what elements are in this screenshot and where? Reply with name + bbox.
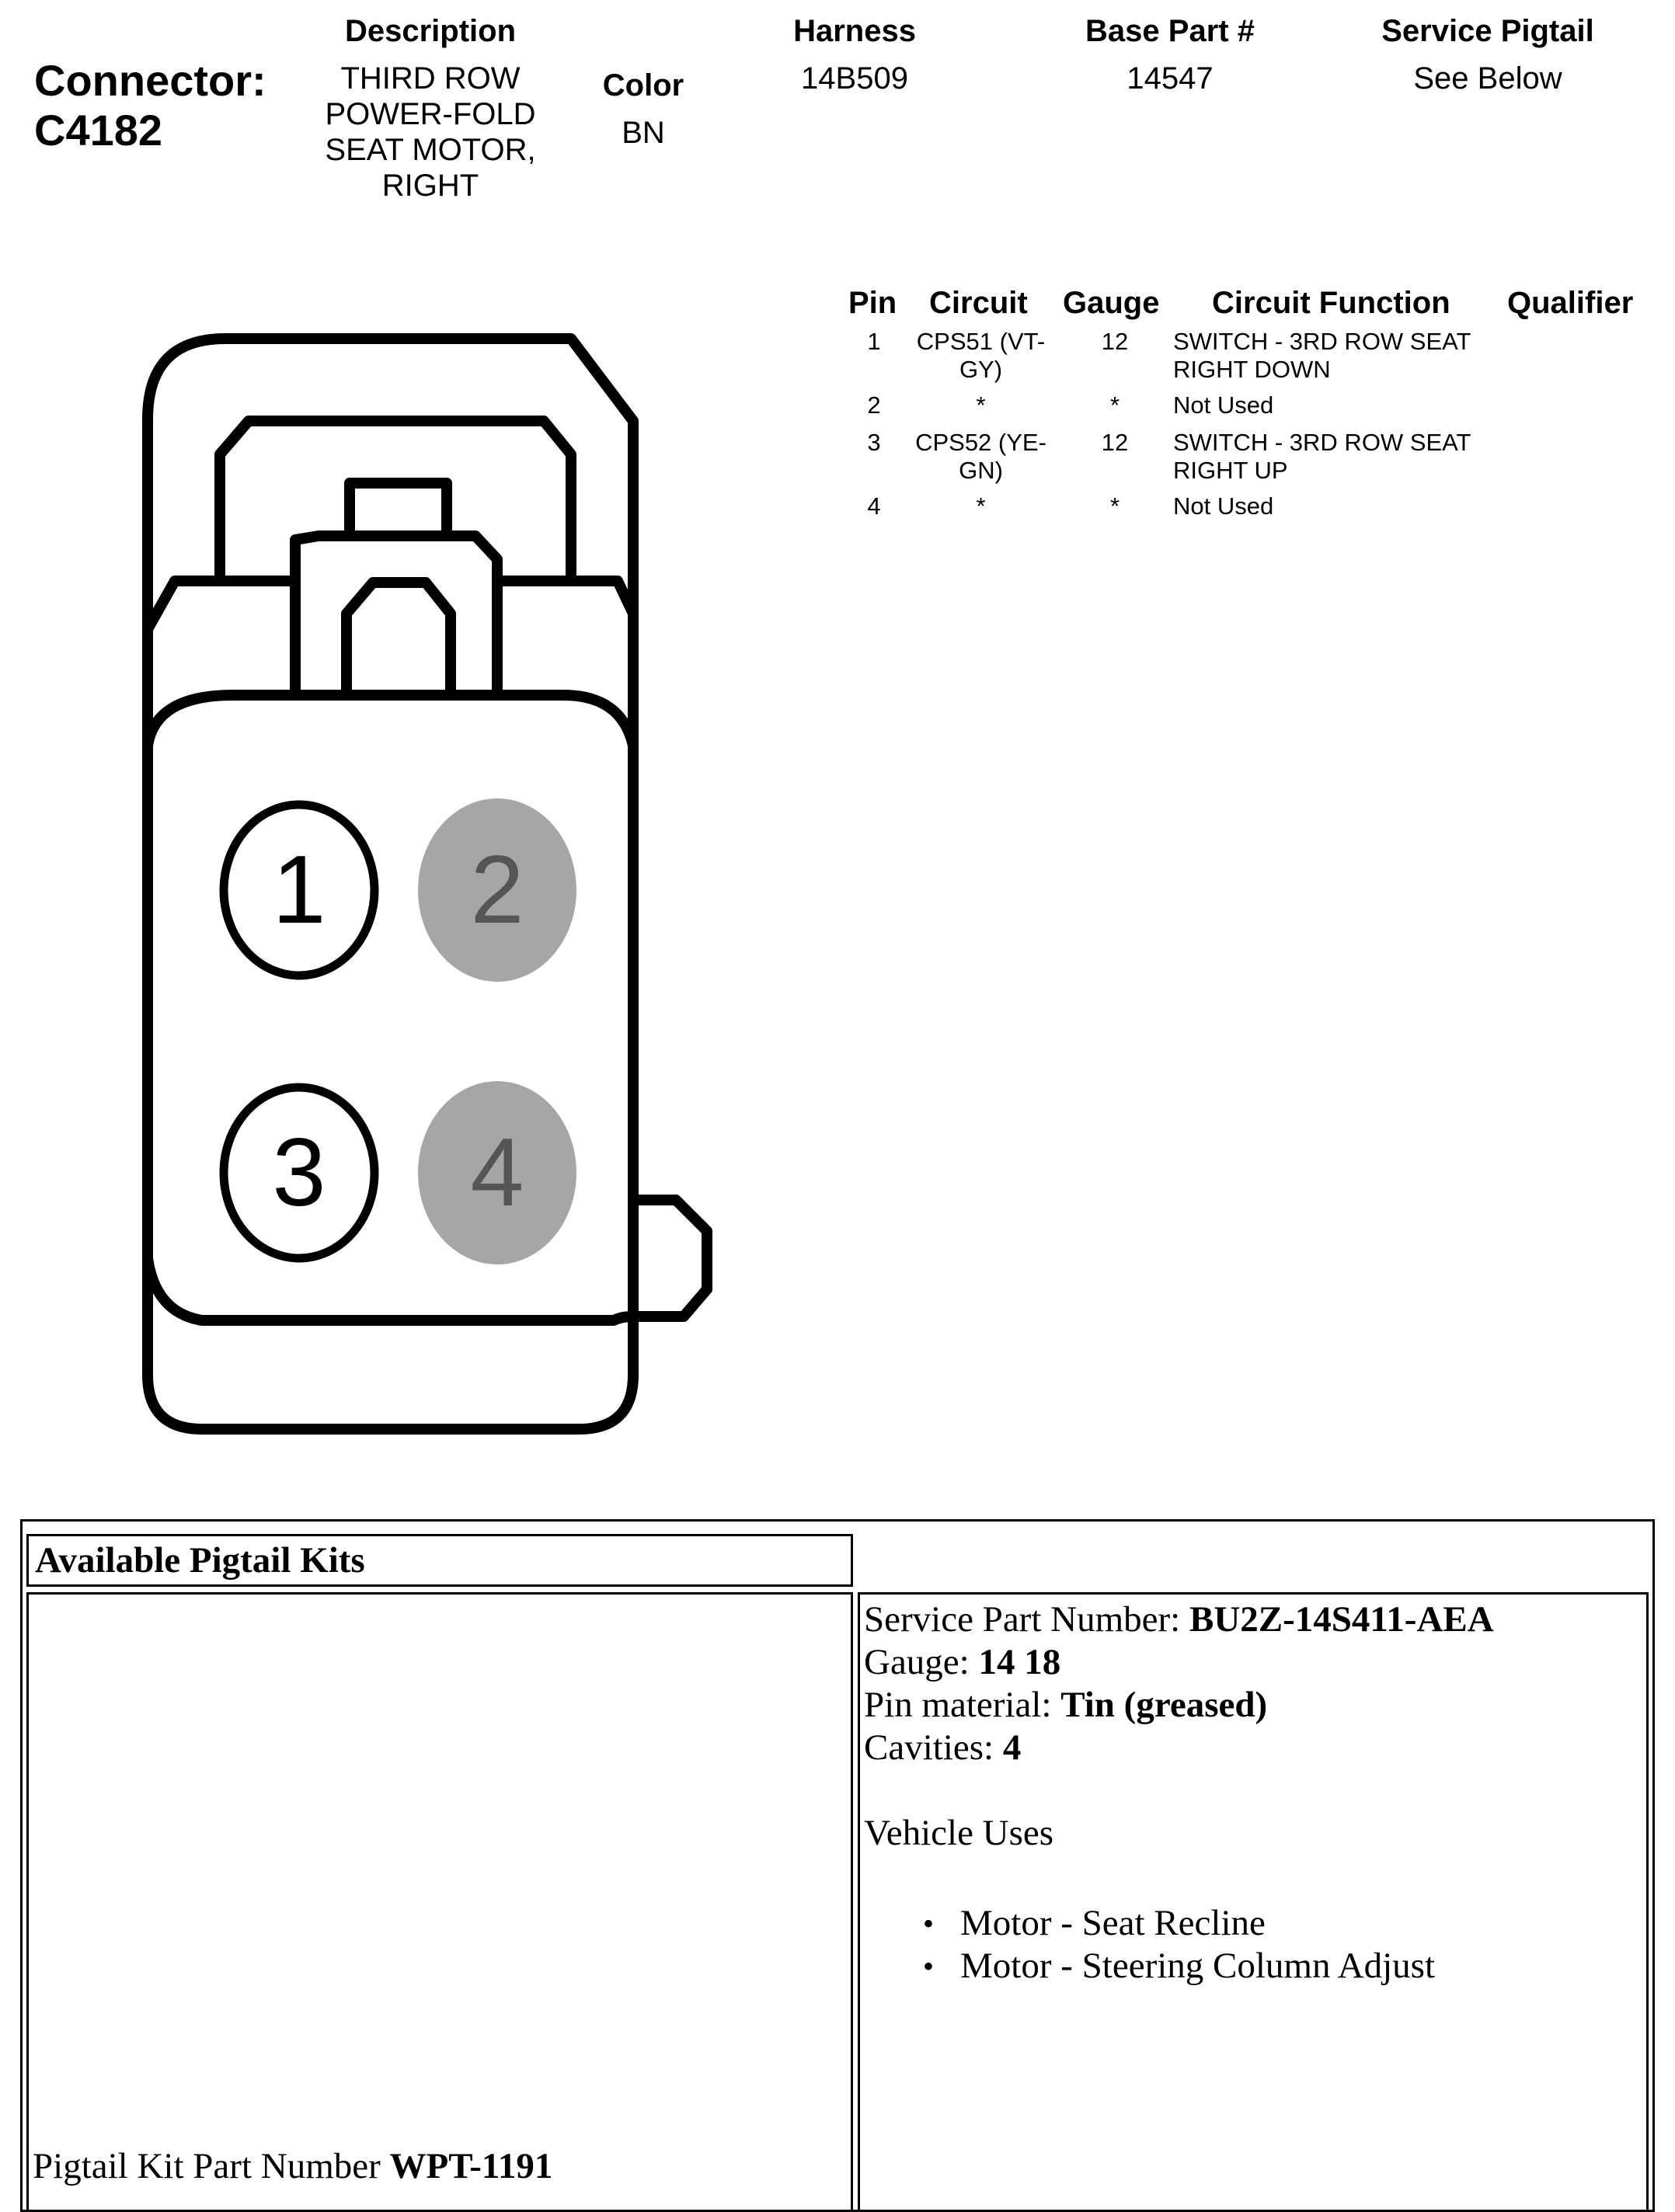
pin-cell: 3	[867, 429, 881, 456]
pin-number-label: 2	[470, 836, 524, 944]
pin-number-label: 3	[272, 1119, 326, 1226]
gauge-cell: *	[1109, 492, 1120, 520]
pin-cavity-1	[224, 805, 374, 976]
service-pigtail-value: See Below	[1413, 61, 1562, 96]
gauge-cell: *	[1109, 391, 1120, 419]
gauge-cell: 12	[1101, 328, 1129, 355]
function-cell: SWITCH - 3RD ROW SEAT RIGHT DOWN	[1173, 328, 1471, 383]
pin-cavity-2	[418, 798, 576, 982]
circuit-cell: CPS51 (VT-GY)	[916, 328, 1046, 383]
cavities-info: Cavities: 4	[864, 1727, 1022, 1768]
connector-label: Connector:	[34, 56, 266, 105]
col-header-circuit-function: Circuit Function	[1212, 286, 1450, 320]
pigtail-kit-image-cell	[26, 1592, 853, 2212]
pin-cell: 2	[867, 391, 881, 419]
connector-latch-frame	[220, 421, 571, 579]
base-part-header: Base Part #	[1085, 14, 1255, 48]
list-item: • Motor - Steering Column Adjust	[864, 1945, 1641, 1988]
vehicle-uses-list	[864, 1902, 1641, 1988]
connector-key	[346, 583, 451, 695]
harness-header: Harness	[793, 14, 916, 48]
color-header: Color	[602, 68, 684, 103]
circuit-cell: *	[976, 492, 986, 520]
col-header-pin: Pin	[848, 286, 897, 320]
pin-cell: 4	[867, 492, 881, 520]
pin-number-label: 4	[470, 1119, 524, 1226]
gauge-cell: 12	[1101, 429, 1129, 456]
circuit-cell: *	[976, 391, 986, 419]
pigtail-kits-title-text: Available Pigtail Kits	[35, 1540, 365, 1581]
connector-face-diagram	[0, 0, 777, 1476]
pigtail-kit-details	[864, 1598, 1641, 1988]
pin-cavity-4	[418, 1081, 576, 1264]
pin-cavity-3	[224, 1087, 374, 1258]
connector-cavity-face	[148, 695, 707, 1320]
kit-part-value: WPT-1191	[389, 2146, 553, 2186]
pin-number-label: 1	[272, 836, 326, 944]
connector-latch-tab	[350, 483, 447, 530]
function-cell: Not Used	[1173, 492, 1274, 520]
description-header: Description	[344, 14, 517, 48]
base-part-value: 14547	[1127, 61, 1214, 96]
harness-value: 14B509	[801, 61, 908, 96]
col-header-circuit: Circuit	[929, 286, 1028, 320]
circuit-cell: CPS52 (YE-GN)	[915, 429, 1046, 484]
col-header-gauge: Gauge	[1063, 286, 1160, 320]
pin-material-info: Pin material: Tin (greased)	[864, 1685, 1268, 1725]
pigtail-kit-part-number	[33, 2145, 552, 2188]
gauge-info: Gauge: 14 18	[864, 1642, 1061, 1682]
function-cell: SWITCH - 3RD ROW SEAT RIGHT UP	[1173, 429, 1471, 484]
kit-part-label: Pigtail Kit Part Number	[33, 2146, 390, 2186]
col-header-qualifier: Qualifier	[1507, 286, 1634, 320]
service-part-number: Service Part Number: BU2Z-14S411-AEA	[864, 1599, 1494, 1640]
list-item: • Motor - Seat Recline	[864, 1902, 1641, 1945]
function-cell: Not Used	[1173, 391, 1274, 419]
pigtail-kits-title	[26, 1534, 853, 1587]
service-pigtail-header: Service Pigtail	[1381, 14, 1594, 48]
connector-id: C4182	[34, 106, 163, 155]
pin-cell: 1	[867, 328, 881, 355]
vehicle-uses-label: Vehicle Uses	[864, 1813, 1054, 1853]
color-value: BN	[622, 116, 665, 150]
description-value: THIRD ROW POWER-FOLD SEAT MOTOR, RIGHT	[325, 61, 536, 203]
